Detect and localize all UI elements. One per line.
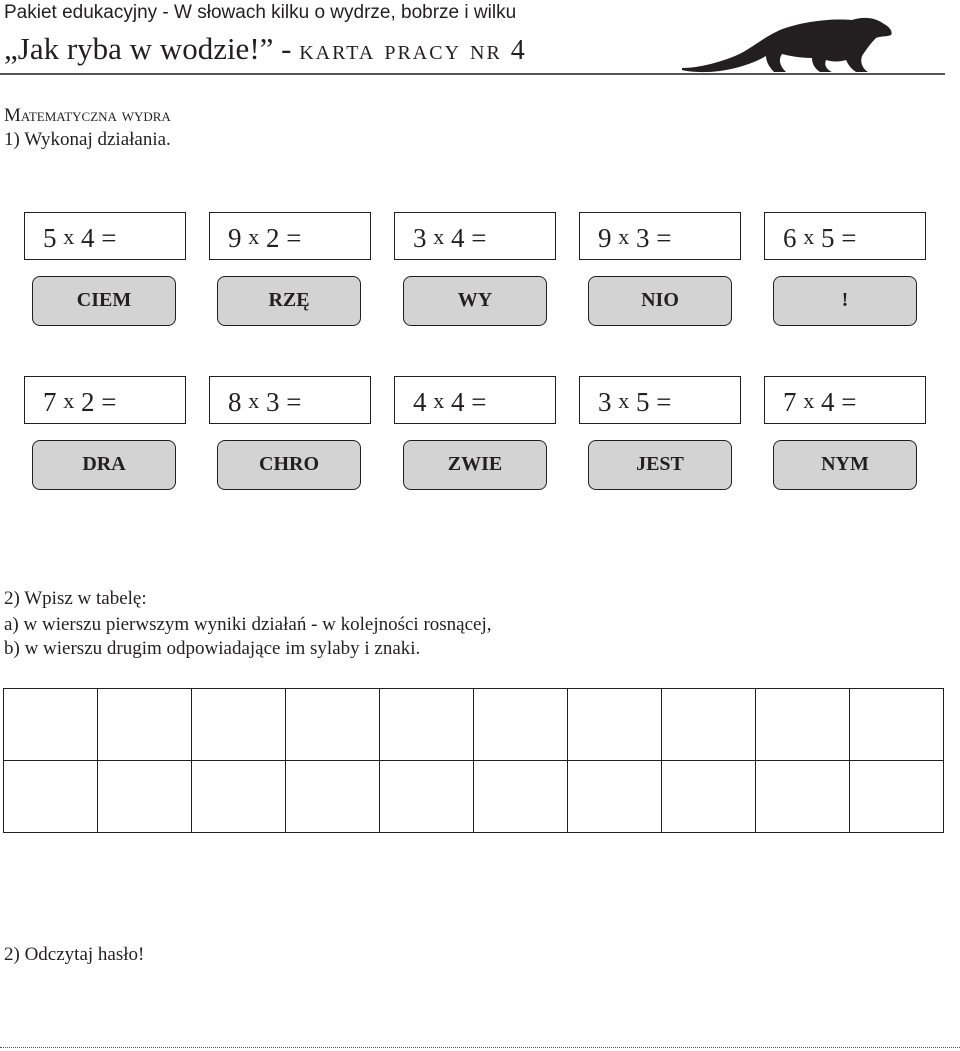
equation-box[interactable]: 9 x 3 = [579,212,741,260]
dotted-divider [0,1047,960,1048]
syllable-box: NYM [773,440,917,490]
title-sub: karta pracy nr 4 [299,35,527,66]
syllable-box: RZĘ [217,276,361,326]
syllable-box: NIO [588,276,732,326]
answer-cell[interactable] [4,761,98,833]
syllable-box: ZWIE [403,440,547,490]
equation-box[interactable]: 7 x 4 = [764,376,926,424]
otter-silhouette-icon [680,10,895,76]
syllable-box: CIEM [32,276,176,326]
task2b-instruction: b) w wierszu drugim odpowiadające im sylaby i znaki. [4,638,421,659]
equation-box[interactable]: 3 x 5 = [579,376,741,424]
answer-cell[interactable] [192,689,286,761]
answer-table [3,688,944,833]
equation-box[interactable]: 6 x 5 = [764,212,926,260]
syllable-box: CHRO [217,440,361,490]
equation-box[interactable]: 5 x 4 = [24,212,186,260]
syllable-box: JEST [588,440,732,490]
task2a-instruction: a) w wierszu pierwszym wyniki działań - w kolejności rosnącej, [4,614,492,635]
answer-cell[interactable] [98,761,192,833]
task2-instruction: 2) Wpisz w tabelę: [4,588,147,609]
answer-cell[interactable] [474,689,568,761]
answer-cell[interactable] [4,689,98,761]
worksheet-title [4,30,527,70]
equation-box[interactable]: 8 x 3 = [209,376,371,424]
answer-cell[interactable] [568,761,662,833]
equation-box[interactable]: 9 x 2 = [209,212,371,260]
answer-cell[interactable] [286,761,380,833]
series-header: Pakiet edukacyjny - W słowach kilku o wydrze, bobrze i wilku [4,2,517,23]
answer-cell[interactable] [192,761,286,833]
syllable-box: DRA [32,440,176,490]
answer-cell[interactable] [98,689,192,761]
answer-cell[interactable] [850,761,944,833]
title-rule [0,73,945,75]
answer-cell[interactable] [756,689,850,761]
answer-cell[interactable] [662,761,756,833]
task3-instruction: 2) Odczytaj hasło! [4,944,145,965]
equation-box[interactable]: 4 x 4 = [394,376,556,424]
answer-cell[interactable] [756,761,850,833]
answer-cell[interactable] [662,689,756,761]
title-main: „Jak ryba w wodzie!” [4,31,274,66]
syllable-box: ! [773,276,917,326]
answer-cell[interactable] [286,689,380,761]
answer-cell[interactable] [474,761,568,833]
syllable-box: WY [403,276,547,326]
table-row [4,689,944,761]
answer-cell[interactable] [380,689,474,761]
table-row [4,761,944,833]
answer-cell[interactable] [380,761,474,833]
answer-cell[interactable] [568,689,662,761]
equation-box[interactable]: 7 x 2 = [24,376,186,424]
answer-cell[interactable] [850,689,944,761]
equation-box[interactable]: 3 x 4 = [394,212,556,260]
section-title: Matematyczna wydra [4,105,171,126]
task1-instruction: 1) Wykonaj działania. [4,129,171,150]
title-separator: - [273,31,300,66]
